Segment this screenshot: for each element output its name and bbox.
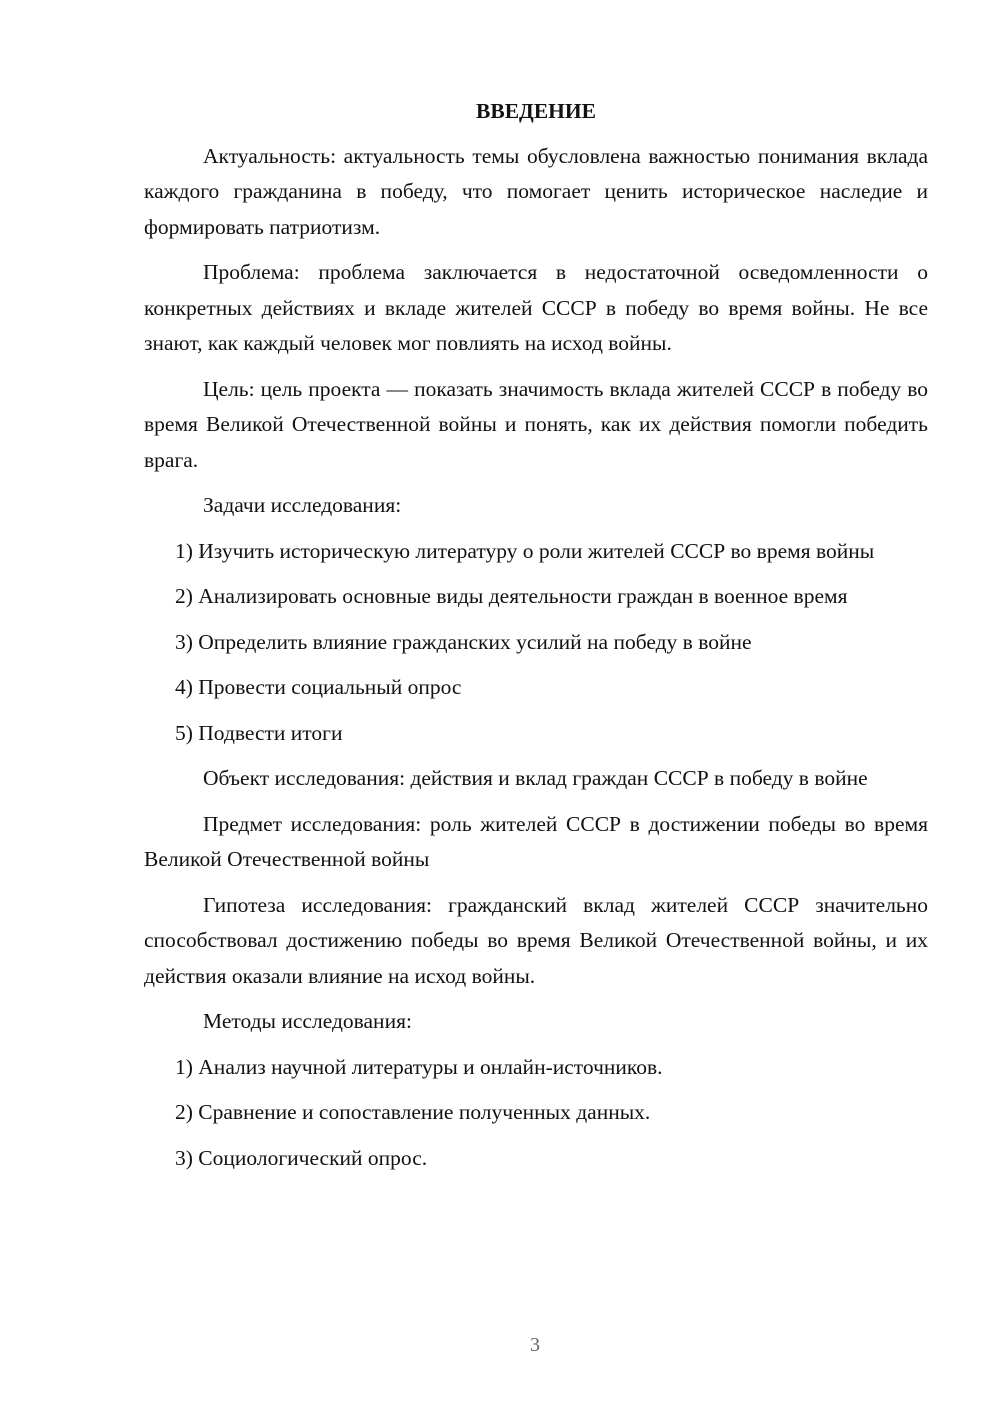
methods-heading: Методы исследования: xyxy=(203,1009,412,1033)
task-item: 1) Изучить историческую литературу о роли жителей СССР во время войны xyxy=(175,538,875,563)
tasks-heading: Задачи исследования: xyxy=(203,493,402,517)
hypothesis-paragraph: Гипотеза исследования: гражданский вклад жителей СССР значительно способствовал достижению победы во время Великой Отечественной войны, и их действия оказали влияние на исход войны. xyxy=(144,892,928,988)
task-item: 5) Подвести итоги xyxy=(175,720,343,745)
method-item: 1) Анализ научной литературы и онлайн-источников. xyxy=(175,1054,663,1079)
subject-paragraph: Предмет исследования: роль жителей СССР в достижении победы во время Великой Отечественной войны xyxy=(144,811,928,871)
task-item: 3) Определить влияние гражданских усилий на победу в войне xyxy=(175,629,752,654)
method-item: 3) Социологический опрос. xyxy=(175,1145,428,1170)
page-number: 3 xyxy=(530,1334,540,1356)
section-title: ВВЕДЕНИЕ xyxy=(476,99,596,123)
goal-paragraph: Цель: цель проекта — показать значимость вклада жителей СССР в победу во время Великой Отечественной войны и понять, как их действия помогли победить врага. xyxy=(144,376,928,472)
method-item: 2) Сравнение и сопоставление полученных данных. xyxy=(175,1100,651,1124)
task-item: 4) Провести социальный опрос xyxy=(175,675,462,699)
task-item: 2) Анализировать основные виды деятельности граждан в военное время xyxy=(175,584,848,608)
document-body xyxy=(144,94,928,1186)
object-paragraph: Объект исследования: действия и вклад граждан СССР в победу в войне xyxy=(203,766,868,790)
relevance-paragraph: Актуальность: актуальность темы обусловлена важностью понимания вклада каждого гражданина в победу, что помогает ценить историческое наследие и формировать патриотизм. xyxy=(144,143,928,239)
problem-paragraph: Проблема: проблема заключается в недостаточной осведомленности о конкретных действиях и вкладе жителей СССР в победу во время войны. Не все знают, как каждый человек мог повлиять на исход войны. xyxy=(144,260,928,355)
